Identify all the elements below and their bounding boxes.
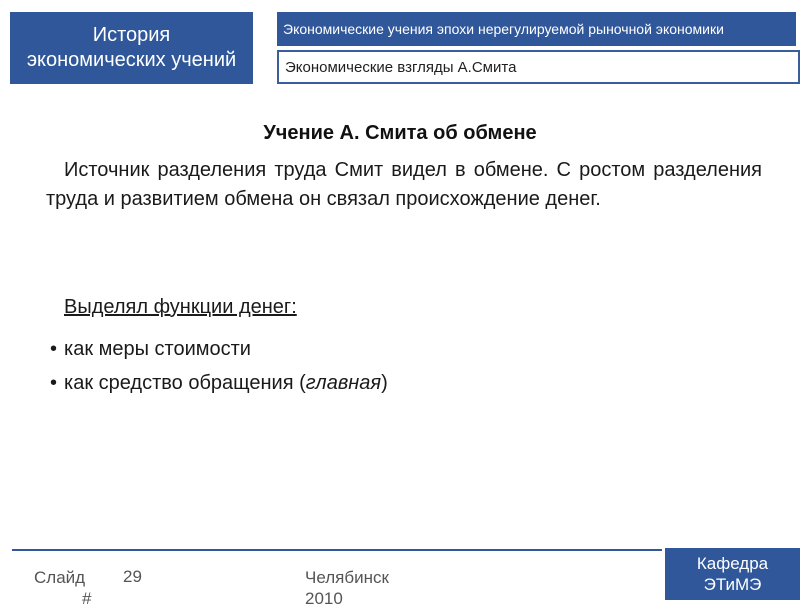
footer-slide-hash: # [82, 589, 92, 608]
list-item-text: как меры стоимости [64, 338, 251, 360]
list-item-text-end: ) [381, 372, 388, 394]
list-item-text-start: как средство обращения ( [64, 372, 306, 394]
section-title-box [277, 12, 796, 46]
bullet-icon: • [50, 372, 58, 394]
money-functions-list [50, 332, 388, 400]
slide-title: Учение А. Смита об обмене [263, 122, 537, 144]
list-item-text [64, 366, 388, 400]
footer-slide-number: 29 [123, 567, 142, 586]
department-line1: Кафедра [696, 554, 769, 573]
topic-title: Экономические взгляды А.Смита [285, 58, 517, 76]
list-item [50, 366, 388, 400]
list-item [50, 332, 388, 366]
bullet-icon: • [50, 338, 58, 360]
footer-slide-label: Слайд [34, 568, 86, 587]
footer-divider-right [392, 549, 662, 551]
topic-title-box [277, 50, 800, 84]
department-line2: ЭТиМЭ [703, 575, 762, 594]
list-heading: Выделял функции денег: [64, 296, 297, 318]
section-title: Экономические учения эпохи нерегулируемой рыночной экономики [283, 21, 724, 37]
department-box [665, 548, 800, 600]
body-paragraph: Источник разделения труда Смит видел в обмене. С ростом разделения труда и развитием обмена он связал происхождение денег. [46, 159, 762, 210]
course-title-line2: экономических учений [26, 49, 237, 71]
footer-city: Челябинск [305, 568, 389, 587]
footer-year: 2010 [305, 589, 343, 608]
course-title-box [10, 12, 253, 84]
footer-divider-left [12, 549, 392, 551]
course-title-line1: История [92, 24, 171, 46]
list-item-emphasis: главная [305, 372, 382, 394]
